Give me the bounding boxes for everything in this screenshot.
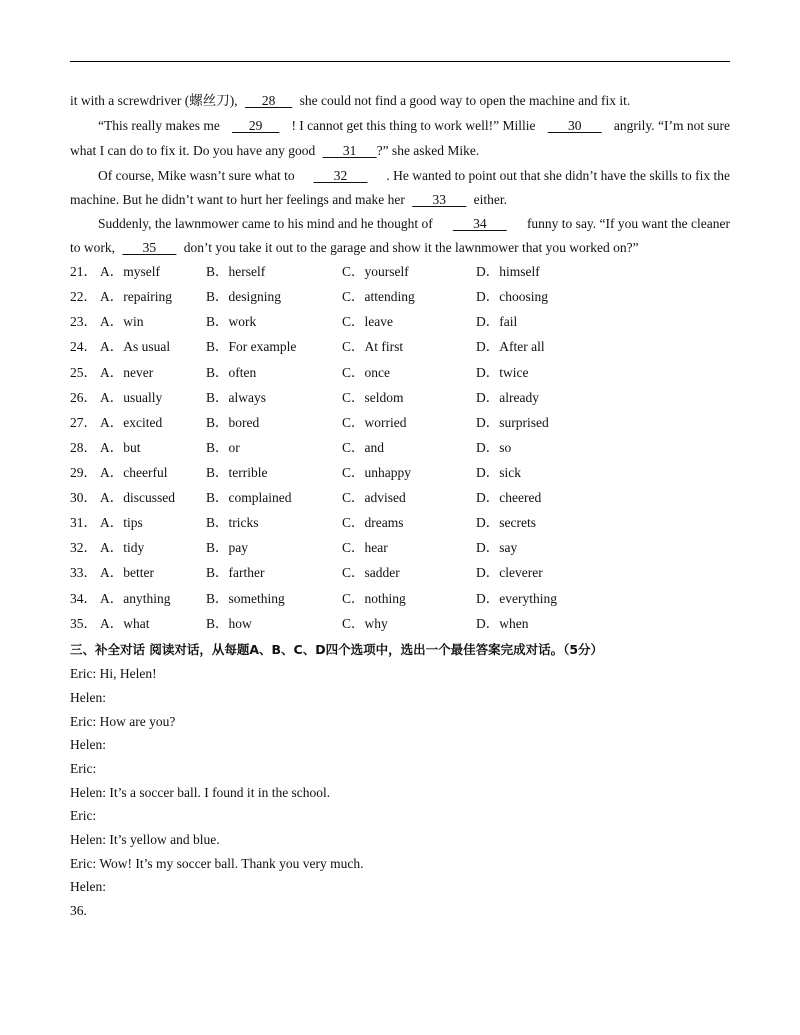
section-heading: 三、补全对话 阅读对话，从每题A、B、C、D四个选项中，选出一个最佳答案完成对话。（5分）: [70, 642, 604, 657]
option-b: B．farther: [206, 565, 265, 580]
passage-text: “This really makes me: [98, 118, 220, 133]
option-b: B．how: [206, 616, 252, 631]
option-c: C．yourself: [342, 264, 409, 279]
option-a: A．what: [100, 616, 150, 631]
option-c: C．dreams: [342, 515, 404, 530]
option-b: B．often: [206, 365, 257, 380]
option-c: C．worried: [342, 415, 407, 430]
question-number: 34．: [70, 591, 97, 606]
option-b: B．something: [206, 591, 285, 606]
option-d: D．cleverer: [476, 565, 543, 580]
passage-text: ?” she asked Mike.: [376, 143, 480, 158]
option-a: A．never: [100, 365, 154, 380]
passage-text: ! I cannot get this thing to work well!” Millie: [291, 118, 536, 133]
passage-text: don’t you take it out to the garage and show it the lawnmower that you worked on?”: [183, 240, 639, 255]
option-c: C．unhappy: [342, 465, 411, 480]
question-number: 33．: [70, 565, 97, 580]
header-rule: [70, 61, 730, 62]
dialogue-line: Eric:: [70, 808, 97, 823]
blank-30: 30: [547, 118, 602, 133]
question-number: 28．: [70, 440, 97, 455]
blank-28: 28: [244, 93, 293, 108]
passage-text: angrily. “I’m not sure: [613, 118, 730, 133]
blank-33: 33: [412, 192, 467, 207]
passage-text: Of course, Mike wasn’t sure what to: [98, 168, 295, 183]
passage-line-4: [70, 167, 730, 185]
passage-text: what I can do to fix it. Do you have any good: [70, 143, 316, 158]
option-b: B．work: [206, 314, 257, 329]
passage-text: Suddenly, the lawnmower came to his mind and he thought of: [98, 216, 433, 231]
option-a: A．tips: [100, 515, 143, 530]
option-a: A．better: [100, 565, 154, 580]
option-a: A．usually: [100, 390, 163, 405]
passage-text: it with a screwdriver (螺丝刀),: [70, 93, 238, 108]
question-number: 30．: [70, 490, 97, 505]
option-d: D．choosing: [476, 289, 548, 304]
dialogue-line: Eric: Hi, Helen!: [70, 666, 157, 681]
option-d: D．surprised: [476, 415, 549, 430]
option-d: D．everything: [476, 591, 557, 606]
option-b: B．bored: [206, 415, 260, 430]
passage-text: funny to say. “If you want the cleaner: [526, 216, 730, 231]
dialogue-line: Helen:: [70, 879, 106, 894]
question-number: 35．: [70, 616, 97, 631]
option-c: C．leave: [342, 314, 393, 329]
option-a: A．but: [100, 440, 141, 455]
option-b: B．complained: [206, 490, 292, 505]
option-d: D．twice: [476, 365, 529, 380]
dialogue-line: Helen:: [70, 690, 106, 705]
question-number: 24．: [70, 339, 97, 354]
question-number: 32．: [70, 540, 97, 555]
question-number-36: 36.: [70, 903, 87, 918]
option-a: A．win: [100, 314, 144, 329]
option-d: D．cheered: [476, 490, 542, 505]
question-number: 27．: [70, 415, 97, 430]
option-b: B．tricks: [206, 515, 259, 530]
dialogue-line: Eric:: [70, 761, 97, 776]
option-a: A．excited: [100, 415, 163, 430]
option-c: C．nothing: [342, 591, 406, 606]
option-c: C．sadder: [342, 565, 400, 580]
option-d: D．himself: [476, 264, 540, 279]
option-b: B．designing: [206, 289, 282, 304]
option-d: D．so: [476, 440, 512, 455]
question-number: 26．: [70, 390, 97, 405]
option-c: C．why: [342, 616, 388, 631]
dialogue-line: Eric: How are you?: [70, 714, 176, 729]
option-a: A．tidy: [100, 540, 145, 555]
blank-31: 31: [322, 143, 377, 158]
question-number: 25．: [70, 365, 97, 380]
passage-line-2: [70, 117, 730, 135]
option-b: B．terrible: [206, 465, 268, 480]
blank-35: 35: [122, 240, 177, 255]
option-c: C．attending: [342, 289, 415, 304]
question-number: 31．: [70, 515, 97, 530]
blank-32: 32: [313, 168, 368, 183]
question-number: 23．: [70, 314, 97, 329]
passage-line-6: [70, 215, 730, 233]
option-c: C．advised: [342, 490, 406, 505]
option-d: D．already: [476, 390, 539, 405]
option-a: A．discussed: [100, 490, 175, 505]
option-d: D．fail: [476, 314, 518, 329]
passage-text: machine. But he didn’t want to hurt her feelings and make her: [70, 192, 405, 207]
dialogue-line: Helen: It’s a soccer ball. I found it in the school.: [70, 785, 331, 800]
option-a: A．cheerful: [100, 465, 168, 480]
option-b: B．pay: [206, 540, 248, 555]
option-b: B．herself: [206, 264, 266, 279]
question-number: 29．: [70, 465, 97, 480]
option-a: A．repairing: [100, 289, 172, 304]
option-a: A．anything: [100, 591, 171, 606]
passage-line-5: [70, 191, 730, 209]
question-number: 21．: [70, 264, 97, 279]
passage-line-1: [70, 92, 730, 110]
passage-text: to work,: [70, 240, 115, 255]
option-b: B．or: [206, 440, 240, 455]
dialogue-line: Helen:: [70, 737, 106, 752]
option-d: D．After all: [476, 339, 545, 354]
dialogue-line: Helen: It’s yellow and blue.: [70, 832, 220, 847]
option-d: D．sick: [476, 465, 521, 480]
dialogue-line: Eric: Wow! It’s my soccer ball. Thank you very much.: [70, 856, 364, 871]
option-d: D．say: [476, 540, 518, 555]
option-b: B．always: [206, 390, 266, 405]
option-c: C．and: [342, 440, 384, 455]
option-d: D．when: [476, 616, 529, 631]
option-d: D．secrets: [476, 515, 536, 530]
option-c: C．seldom: [342, 390, 404, 405]
option-c: C．once: [342, 365, 390, 380]
blank-29: 29: [232, 118, 280, 133]
passage-text: either.: [473, 192, 508, 207]
passage-text: . He wanted to point out that she didn’t have the skills to fix the: [386, 168, 730, 183]
passage-text: she could not find a good way to open the machine and fix it.: [299, 93, 631, 108]
question-number: 22．: [70, 289, 97, 304]
passage-line-3: [70, 142, 730, 160]
option-a: A．As usual: [100, 339, 171, 354]
option-c: C．hear: [342, 540, 388, 555]
blank-34: 34: [452, 216, 507, 231]
passage-line-7: [70, 239, 730, 257]
option-b: B．For example: [206, 339, 297, 354]
option-c: C．At first: [342, 339, 404, 354]
option-a: A．myself: [100, 264, 160, 279]
